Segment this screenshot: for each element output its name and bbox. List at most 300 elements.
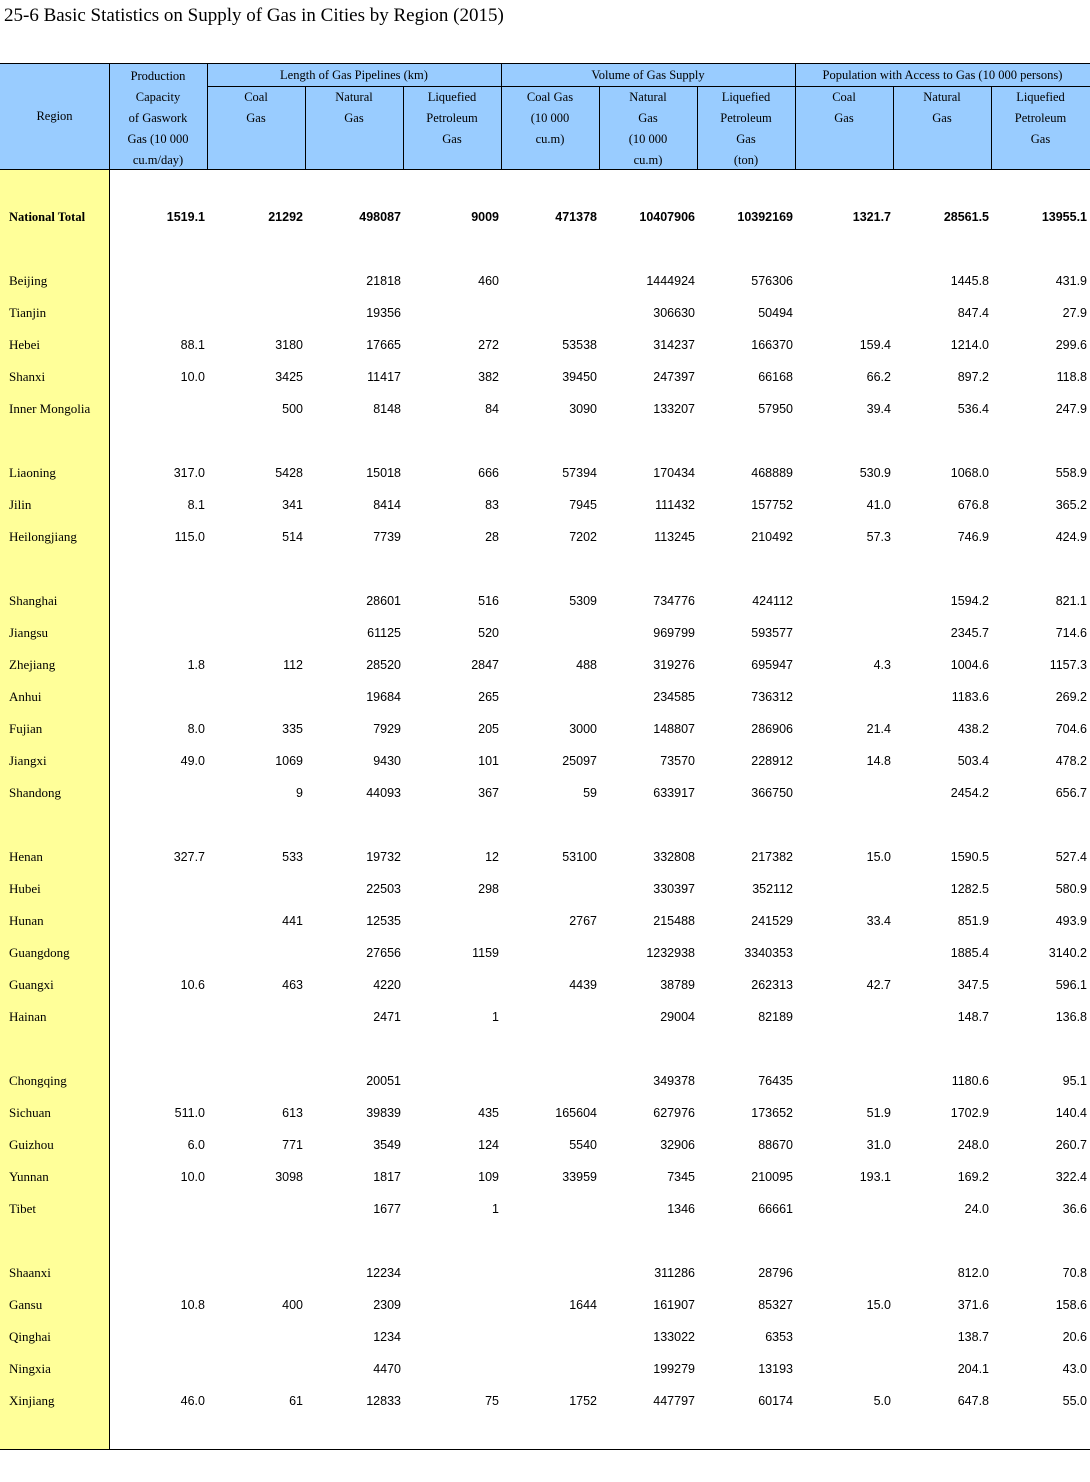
table-row bbox=[0, 1295, 1090, 1315]
cell-value: 299.6 bbox=[1055, 338, 1087, 352]
cell-value: 51.9 bbox=[866, 1106, 891, 1120]
cell-value: 847.4 bbox=[957, 306, 989, 320]
cell-value: 42.7 bbox=[866, 978, 891, 992]
cell-value: 2345.7 bbox=[950, 626, 989, 640]
cell-value: 169.2 bbox=[957, 1170, 989, 1184]
region-name: Yunnan bbox=[9, 1169, 49, 1184]
cell-value: 286906 bbox=[751, 722, 793, 736]
cell-value: 335 bbox=[282, 722, 303, 736]
cell-value: 1677 bbox=[373, 1202, 401, 1216]
cell-value: 322.4 bbox=[1055, 1170, 1087, 1184]
cell-value: 332808 bbox=[653, 850, 695, 864]
region-name: National Total bbox=[9, 210, 86, 224]
cell-value: 516 bbox=[478, 594, 499, 608]
region-name: Hunan bbox=[9, 913, 44, 928]
cell-value: 10392169 bbox=[737, 210, 793, 224]
cell-value: 10.8 bbox=[180, 1298, 205, 1312]
cell-value: 53538 bbox=[562, 338, 597, 352]
region-name: Ningxia bbox=[9, 1361, 51, 1376]
cell-value: 8.1 bbox=[187, 498, 205, 512]
cell-value: 61 bbox=[289, 1394, 303, 1408]
cell-value: 478.2 bbox=[1055, 754, 1087, 768]
cell-value: 161907 bbox=[653, 1298, 695, 1312]
cell-value: 5309 bbox=[569, 594, 597, 608]
cell-value: 969799 bbox=[653, 626, 695, 640]
header-pop-lpg: Liquefied Petroleum Gas bbox=[1014, 90, 1067, 146]
cell-value: 10.0 bbox=[180, 370, 205, 384]
cell-value: 319276 bbox=[653, 658, 695, 672]
cell-value: 736312 bbox=[751, 690, 793, 704]
cell-value: 4.3 bbox=[873, 658, 891, 672]
cell-value: 536.4 bbox=[957, 402, 989, 416]
region-name: Shandong bbox=[9, 785, 61, 800]
cell-value: 1214.0 bbox=[950, 338, 989, 352]
cell-value: 9430 bbox=[373, 754, 401, 768]
cell-value: 248.0 bbox=[957, 1138, 989, 1152]
cell-value: 9009 bbox=[471, 210, 499, 224]
cell-value: 8414 bbox=[373, 498, 401, 512]
header-pipelines-group: Length of Gas Pipelines (km) bbox=[280, 68, 428, 82]
region-name: Inner Mongolia bbox=[9, 401, 91, 416]
region-name: Hebei bbox=[9, 337, 41, 352]
cell-value: 19356 bbox=[366, 306, 401, 320]
cell-value: 306630 bbox=[653, 306, 695, 320]
table-row bbox=[0, 1167, 1090, 1187]
cell-value: 6.0 bbox=[187, 1138, 205, 1152]
cell-value: 1590.5 bbox=[950, 850, 989, 864]
cell-value: 317.0 bbox=[173, 466, 205, 480]
header-region: Region bbox=[36, 109, 73, 123]
cell-value: 382 bbox=[478, 370, 499, 384]
region-name: Shanghai bbox=[9, 593, 58, 608]
cell-value: 49.0 bbox=[180, 754, 205, 768]
cell-value: 15018 bbox=[366, 466, 401, 480]
cell-value: 70.8 bbox=[1062, 1266, 1087, 1280]
header-population-group: Population with Access to Gas (10 000 persons) bbox=[822, 68, 1063, 82]
cell-value: 580.9 bbox=[1055, 882, 1087, 896]
cell-value: 1068.0 bbox=[950, 466, 989, 480]
cell-value: 148807 bbox=[653, 722, 695, 736]
cell-value: 31.0 bbox=[866, 1138, 891, 1152]
cell-value: 12535 bbox=[366, 914, 401, 928]
header-supply-group: Volume of Gas Supply bbox=[591, 68, 705, 82]
cell-value: 1159 bbox=[472, 946, 499, 960]
cell-value: 424112 bbox=[752, 594, 793, 608]
cell-value: 7202 bbox=[569, 530, 597, 544]
cell-value: 66168 bbox=[758, 370, 793, 384]
table-row bbox=[0, 943, 1090, 963]
cell-value: 210095 bbox=[751, 1170, 793, 1184]
table-row bbox=[0, 303, 1090, 323]
cell-value: 558.9 bbox=[1055, 466, 1087, 480]
cell-value: 109 bbox=[478, 1170, 499, 1184]
region-name: Liaoning bbox=[9, 465, 56, 480]
table-row bbox=[0, 1263, 1090, 1283]
region-name: Shaanxi bbox=[9, 1265, 51, 1280]
cell-value: 50494 bbox=[758, 306, 793, 320]
cell-value: 241529 bbox=[751, 914, 793, 928]
cell-value: 234585 bbox=[653, 690, 695, 704]
table-row bbox=[0, 335, 1090, 355]
cell-value: 215488 bbox=[653, 914, 695, 928]
cell-value: 4439 bbox=[569, 978, 597, 992]
table-row bbox=[0, 591, 1090, 611]
region-name: Jilin bbox=[9, 497, 32, 512]
cell-value: 1321.7 bbox=[852, 210, 891, 224]
cell-value: 21.4 bbox=[866, 722, 891, 736]
cell-value: 2847 bbox=[471, 658, 499, 672]
cell-value: 441 bbox=[282, 914, 303, 928]
table-row bbox=[0, 1135, 1090, 1155]
cell-value: 1157.3 bbox=[1049, 658, 1087, 672]
cell-value: 4470 bbox=[373, 1362, 401, 1376]
cell-value: 10.6 bbox=[180, 978, 205, 992]
cell-value: 118.8 bbox=[1056, 370, 1087, 384]
cell-value: 20.6 bbox=[1062, 1330, 1087, 1344]
cell-value: 20051 bbox=[366, 1074, 401, 1088]
cell-value: 821.1 bbox=[1055, 594, 1087, 608]
cell-value: 133207 bbox=[653, 402, 695, 416]
cell-value: 111432 bbox=[655, 498, 695, 512]
cell-value: 10.0 bbox=[180, 1170, 205, 1184]
cell-value: 3180 bbox=[275, 338, 303, 352]
region-name: Sichuan bbox=[9, 1105, 51, 1120]
cell-value: 39.4 bbox=[866, 402, 891, 416]
cell-value: 28796 bbox=[758, 1266, 793, 1280]
cell-value: 101 bbox=[478, 754, 499, 768]
cell-value: 29004 bbox=[660, 1010, 695, 1024]
cell-value: 173652 bbox=[751, 1106, 793, 1120]
cell-value: 714.6 bbox=[1055, 626, 1087, 640]
total-row bbox=[0, 207, 1090, 227]
cell-value: 1232938 bbox=[646, 946, 695, 960]
cell-value: 76435 bbox=[758, 1074, 793, 1088]
cell-value: 88670 bbox=[758, 1138, 793, 1152]
cell-value: 265 bbox=[478, 690, 499, 704]
cell-value: 15.0 bbox=[866, 1298, 891, 1312]
cell-value: 205 bbox=[478, 722, 499, 736]
cell-value: 2767 bbox=[569, 914, 597, 928]
cell-value: 140.4 bbox=[1055, 1106, 1087, 1120]
cell-value: 366750 bbox=[751, 786, 793, 800]
cell-value: 530.9 bbox=[859, 466, 891, 480]
cell-value: 1644 bbox=[569, 1298, 597, 1312]
cell-value: 199279 bbox=[653, 1362, 695, 1376]
cell-value: 1817 bbox=[373, 1170, 401, 1184]
cell-value: 503.4 bbox=[957, 754, 989, 768]
header-supply-lpg: Liquefied Petroleum Gas (ton) bbox=[720, 90, 772, 167]
region-column-background bbox=[0, 170, 109, 1449]
cell-value: 5540 bbox=[569, 1138, 597, 1152]
cell-value: 61125 bbox=[367, 626, 401, 640]
cell-value: 66.2 bbox=[866, 370, 891, 384]
cell-value: 3340353 bbox=[744, 946, 793, 960]
cell-value: 463 bbox=[282, 978, 303, 992]
region-name: Hainan bbox=[9, 1009, 47, 1024]
cell-value: 1234 bbox=[373, 1330, 401, 1344]
cell-value: 897.2 bbox=[957, 370, 989, 384]
cell-value: 39839 bbox=[366, 1106, 401, 1120]
cell-value: 75 bbox=[485, 1394, 499, 1408]
cell-value: 59 bbox=[583, 786, 597, 800]
cell-value: 851.9 bbox=[957, 914, 989, 928]
cell-value: 38789 bbox=[660, 978, 695, 992]
cell-value: 500 bbox=[282, 402, 303, 416]
cell-value: 367 bbox=[478, 786, 499, 800]
region-name: Gansu bbox=[9, 1297, 43, 1312]
region-name: Qinghai bbox=[9, 1329, 51, 1344]
cell-value: 371.6 bbox=[957, 1298, 989, 1312]
cell-value: 1180.6 bbox=[951, 1074, 989, 1088]
cell-value: 314237 bbox=[653, 338, 695, 352]
cell-value: 15.0 bbox=[866, 850, 891, 864]
cell-value: 166370 bbox=[751, 338, 793, 352]
cell-value: 576306 bbox=[751, 274, 793, 288]
cell-value: 704.6 bbox=[1055, 722, 1087, 736]
cell-value: 734776 bbox=[653, 594, 695, 608]
region-name: Tibet bbox=[9, 1201, 36, 1216]
table-row bbox=[0, 527, 1090, 547]
cell-value: 3549 bbox=[373, 1138, 401, 1152]
cell-value: 3425 bbox=[275, 370, 303, 384]
table-row bbox=[0, 911, 1090, 931]
cell-value: 7945 bbox=[569, 498, 597, 512]
region-name: Chongqing bbox=[9, 1073, 67, 1088]
cell-value: 341 bbox=[282, 498, 303, 512]
cell-value: 596.1 bbox=[1055, 978, 1087, 992]
cell-value: 88.1 bbox=[180, 338, 205, 352]
cell-value: 8.0 bbox=[187, 722, 205, 736]
cell-value: 25097 bbox=[562, 754, 597, 768]
header-supply-coal: Coal Gas (10 000 cu.m) bbox=[526, 90, 574, 146]
cell-value: 57.3 bbox=[866, 530, 891, 544]
table-row bbox=[0, 655, 1090, 675]
table-row bbox=[0, 367, 1090, 387]
cell-value: 1 bbox=[492, 1010, 499, 1024]
cell-value: 43.0 bbox=[1062, 1362, 1087, 1376]
cell-value: 330397 bbox=[653, 882, 695, 896]
cell-value: 511.0 bbox=[174, 1106, 205, 1120]
cell-value: 5.0 bbox=[873, 1394, 891, 1408]
cell-value: 1702.9 bbox=[950, 1106, 989, 1120]
region-name: Guangdong bbox=[9, 945, 70, 960]
cell-value: 633917 bbox=[653, 786, 695, 800]
cell-value: 514 bbox=[282, 530, 303, 544]
cell-value: 2471 bbox=[373, 1010, 401, 1024]
cell-value: 95.1 bbox=[1062, 1074, 1087, 1088]
table-row bbox=[0, 1071, 1090, 1091]
cell-value: 12234 bbox=[366, 1266, 401, 1280]
cell-value: 269.2 bbox=[1055, 690, 1087, 704]
cell-value: 13955.1 bbox=[1041, 210, 1087, 224]
cell-value: 1069 bbox=[275, 754, 303, 768]
cell-value: 33959 bbox=[562, 1170, 597, 1184]
region-column-divider bbox=[109, 170, 110, 1449]
cell-value: 85327 bbox=[758, 1298, 793, 1312]
table-row bbox=[0, 1007, 1090, 1027]
cell-value: 84 bbox=[485, 402, 499, 416]
cell-value: 158.6 bbox=[1055, 1298, 1087, 1312]
region-name: Zhejiang bbox=[9, 657, 56, 672]
cell-value: 771 bbox=[282, 1138, 303, 1152]
cell-value: 41.0 bbox=[866, 498, 891, 512]
cell-value: 533 bbox=[282, 850, 303, 864]
cell-value: 349378 bbox=[653, 1074, 695, 1088]
cell-value: 435 bbox=[478, 1106, 499, 1120]
cell-value: 327.7 bbox=[173, 850, 205, 864]
cell-value: 460 bbox=[478, 274, 499, 288]
cell-value: 60174 bbox=[758, 1394, 793, 1408]
cell-value: 138.7 bbox=[957, 1330, 989, 1344]
cell-value: 7345 bbox=[667, 1170, 695, 1184]
header-pop-natural: Natural Gas bbox=[923, 90, 961, 125]
table-row bbox=[0, 975, 1090, 995]
region-name: Xinjiang bbox=[9, 1393, 55, 1408]
table-row bbox=[0, 1359, 1090, 1379]
cell-value: 11417 bbox=[367, 370, 401, 384]
cell-value: 4220 bbox=[373, 978, 401, 992]
cell-value: 468889 bbox=[751, 466, 793, 480]
cell-value: 6353 bbox=[765, 1330, 793, 1344]
cell-value: 424.9 bbox=[1055, 530, 1087, 544]
cell-value: 666 bbox=[478, 466, 499, 480]
cell-value: 1004.6 bbox=[950, 658, 989, 672]
table-row bbox=[0, 879, 1090, 899]
cell-value: 165604 bbox=[555, 1106, 597, 1120]
cell-value: 55.0 bbox=[1062, 1394, 1087, 1408]
cell-value: 272 bbox=[478, 338, 499, 352]
cell-value: 22503 bbox=[366, 882, 401, 896]
cell-value: 1 bbox=[492, 1202, 499, 1216]
cell-value: 13193 bbox=[758, 1362, 793, 1376]
cell-value: 488 bbox=[576, 658, 597, 672]
cell-value: 2454.2 bbox=[950, 786, 989, 800]
region-name: Jiangsu bbox=[9, 625, 48, 640]
table-row bbox=[0, 399, 1090, 419]
cell-value: 647.8 bbox=[957, 1394, 989, 1408]
cell-value: 1885.4 bbox=[950, 946, 989, 960]
cell-value: 656.7 bbox=[1055, 786, 1087, 800]
table-row bbox=[0, 1199, 1090, 1219]
cell-value: 133022 bbox=[653, 1330, 695, 1344]
cell-value: 136.8 bbox=[1055, 1010, 1087, 1024]
cell-value: 28561.5 bbox=[943, 210, 989, 224]
cell-value: 1.8 bbox=[187, 658, 205, 672]
header-production-capacity: Production Capacity of Gaswork Gas (10 000 cu.m/day) bbox=[127, 69, 189, 167]
region-name: Beijing bbox=[9, 273, 48, 288]
gas-supply-table bbox=[0, 63, 1090, 1450]
header-pipe-natural: Natural Gas bbox=[335, 90, 373, 125]
cell-value: 24.0 bbox=[964, 1202, 989, 1216]
cell-value: 1519.1 bbox=[166, 210, 205, 224]
region-name: Guizhou bbox=[9, 1137, 54, 1152]
cell-value: 520 bbox=[478, 626, 499, 640]
cell-value: 33.4 bbox=[866, 914, 891, 928]
cell-value: 247.9 bbox=[1055, 402, 1087, 416]
cell-value: 627976 bbox=[653, 1106, 695, 1120]
region-name: Heilongjiang bbox=[9, 529, 77, 544]
region-name: Hubei bbox=[9, 881, 41, 896]
cell-value: 159.4 bbox=[859, 338, 891, 352]
cell-value: 217382 bbox=[751, 850, 793, 864]
cell-value: 157752 bbox=[751, 498, 793, 512]
header-supply-natural: Natural Gas (10 000 cu.m) bbox=[628, 90, 668, 167]
cell-value: 12833 bbox=[366, 1394, 401, 1408]
cell-value: 21292 bbox=[268, 210, 303, 224]
cell-value: 124 bbox=[478, 1138, 499, 1152]
cell-value: 260.7 bbox=[1055, 1138, 1087, 1152]
cell-value: 1183.6 bbox=[951, 690, 989, 704]
cell-value: 17665 bbox=[366, 338, 401, 352]
cell-value: 204.1 bbox=[957, 1362, 989, 1376]
cell-value: 1594.2 bbox=[950, 594, 989, 608]
cell-value: 431.9 bbox=[1055, 274, 1087, 288]
cell-value: 695947 bbox=[751, 658, 793, 672]
table-row bbox=[0, 1327, 1090, 1347]
cell-value: 593577 bbox=[751, 626, 793, 640]
cell-value: 1282.5 bbox=[950, 882, 989, 896]
cell-value: 21818 bbox=[366, 274, 401, 288]
cell-value: 210492 bbox=[751, 530, 793, 544]
cell-value: 28601 bbox=[366, 594, 401, 608]
cell-value: 73570 bbox=[660, 754, 695, 768]
table-row bbox=[0, 1391, 1090, 1411]
cell-value: 27.9 bbox=[1062, 306, 1087, 320]
cell-value: 3140.2 bbox=[1048, 946, 1087, 960]
cell-value: 1445.8 bbox=[950, 274, 989, 288]
header-pipe-coal: Coal Gas bbox=[244, 90, 268, 125]
table-row bbox=[0, 271, 1090, 291]
cell-value: 438.2 bbox=[957, 722, 989, 736]
cell-value: 1346 bbox=[667, 1202, 695, 1216]
cell-value: 7929 bbox=[373, 722, 401, 736]
page-title: 25-6 Basic Statistics on Supply of Gas in Cities by Region (2015) bbox=[4, 5, 504, 26]
cell-value: 44093 bbox=[366, 786, 401, 800]
cell-value: 148.7 bbox=[957, 1010, 989, 1024]
table-row bbox=[0, 719, 1090, 739]
cell-value: 498087 bbox=[359, 210, 401, 224]
cell-value: 400 bbox=[282, 1298, 303, 1312]
cell-value: 471378 bbox=[555, 210, 597, 224]
cell-value: 170434 bbox=[653, 466, 695, 480]
cell-value: 228912 bbox=[751, 754, 793, 768]
cell-value: 28 bbox=[485, 530, 499, 544]
cell-value: 262313 bbox=[751, 978, 793, 992]
region-name: Anhui bbox=[9, 689, 42, 704]
cell-value: 3000 bbox=[569, 722, 597, 736]
cell-value: 19684 bbox=[366, 690, 401, 704]
table-header bbox=[0, 64, 1090, 170]
header-pipe-lpg: Liquefied Petroleum Gas bbox=[426, 90, 478, 146]
cell-value: 9 bbox=[296, 786, 303, 800]
cell-value: 298 bbox=[478, 882, 499, 896]
table-row bbox=[0, 751, 1090, 771]
region-name: Guangxi bbox=[9, 977, 54, 992]
table-row bbox=[0, 623, 1090, 643]
cell-value: 493.9 bbox=[1055, 914, 1087, 928]
region-name: Tianjin bbox=[9, 305, 47, 320]
cell-value: 57950 bbox=[758, 402, 793, 416]
cell-value: 676.8 bbox=[957, 498, 989, 512]
cell-value: 2309 bbox=[373, 1298, 401, 1312]
cell-value: 311286 bbox=[654, 1266, 695, 1280]
cell-value: 193.1 bbox=[859, 1170, 891, 1184]
cell-value: 57394 bbox=[562, 466, 597, 480]
region-name: Henan bbox=[9, 849, 43, 864]
cell-value: 7739 bbox=[373, 530, 401, 544]
cell-value: 66661 bbox=[758, 1202, 793, 1216]
table-row bbox=[0, 783, 1090, 803]
